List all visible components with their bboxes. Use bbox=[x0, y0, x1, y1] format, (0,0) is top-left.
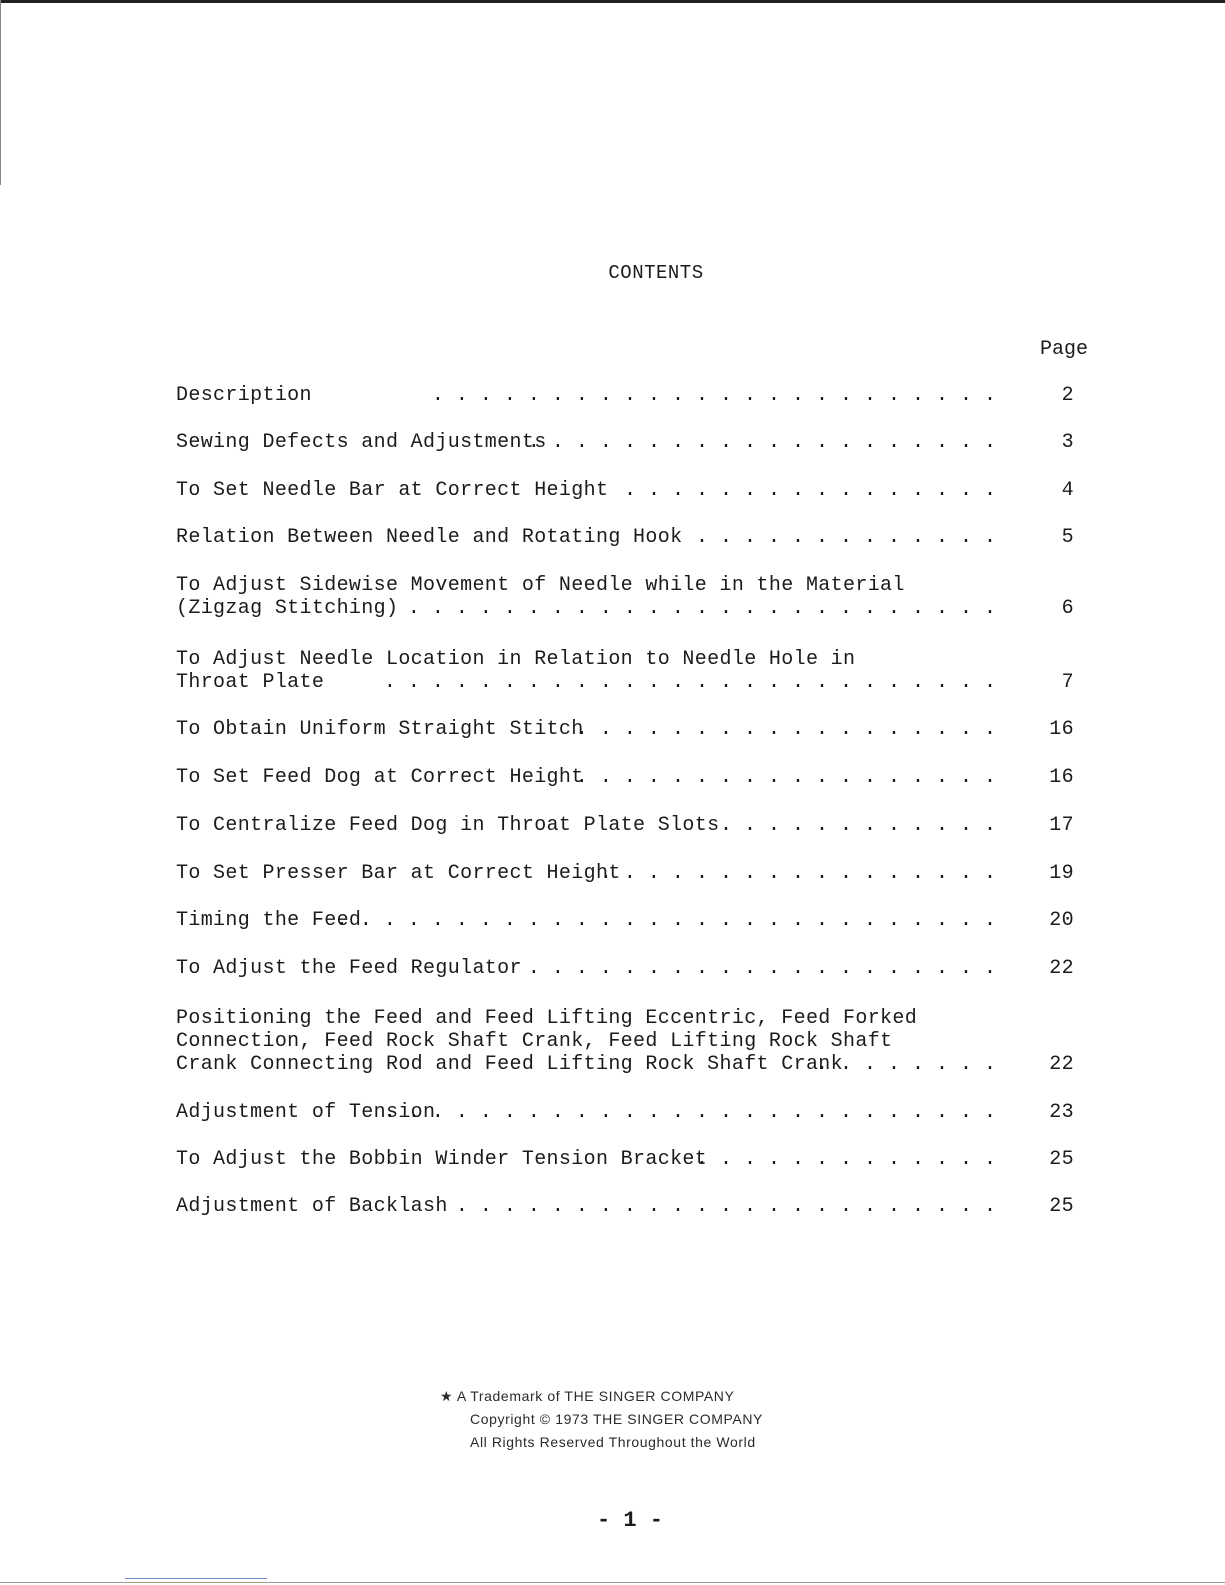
toc-leader-dots: . . . . . . . . . . . . . . . . . . . . . . . . . bbox=[407, 597, 996, 620]
toc-page-number: 25 bbox=[1049, 1148, 1074, 1171]
toc-entry-line bbox=[176, 718, 1086, 741]
toc-entry-line bbox=[176, 431, 1086, 454]
toc-page-number: 2 bbox=[1061, 384, 1074, 407]
toc-page-number: 19 bbox=[1049, 862, 1074, 885]
toc-leader-dots: . . . . . . . . . . . . . . . . . bbox=[599, 862, 996, 885]
toc-entry-title: Positioning the Feed and Feed Lifting Eccentric, Feed Forked bbox=[176, 1007, 918, 1030]
toc-page-number: 7 bbox=[1061, 671, 1074, 694]
toc-entry-title: Sewing Defects and Adjustments bbox=[176, 431, 547, 454]
toc-page-number: 17 bbox=[1049, 814, 1074, 837]
toc-entry-line bbox=[176, 1053, 1086, 1076]
toc-entry bbox=[176, 957, 1086, 980]
toc-entry bbox=[176, 526, 1086, 549]
toc-entry-line bbox=[176, 1101, 1086, 1124]
toc-entry-line bbox=[176, 1148, 1086, 1171]
toc-entry bbox=[176, 766, 1086, 789]
toc-entry-title: To Adjust the Bobbin Winder Tension Bracket bbox=[176, 1148, 708, 1171]
bottom-blue-mark bbox=[125, 1578, 267, 1579]
toc-entry-line bbox=[176, 574, 1086, 597]
toc-entry bbox=[176, 814, 1086, 837]
toc-entry-title: To Adjust Sidewise Movement of Needle while in the Material bbox=[176, 574, 905, 597]
toc-leader-dots: . . . . . . . . bbox=[815, 1053, 996, 1076]
toc-entry-title: Description bbox=[176, 384, 312, 407]
toc-entry-title: Timing the Feed bbox=[176, 909, 362, 932]
toc-entry-line bbox=[176, 479, 1086, 502]
toc-entry bbox=[176, 718, 1086, 741]
toc-leader-dots: . . . . . . . . . . . . . . . . . . . . bbox=[527, 431, 996, 454]
toc-entry bbox=[176, 479, 1086, 502]
toc-entry-line bbox=[176, 909, 1086, 932]
toc-page-number: 22 bbox=[1049, 1053, 1074, 1076]
toc-page-number: 23 bbox=[1049, 1101, 1074, 1124]
toc-entry bbox=[176, 384, 1086, 407]
toc-entry-title: To Set Feed Dog at Correct Height bbox=[176, 766, 584, 789]
toc-leader-dots: . . . . . . . . . . . . . bbox=[695, 526, 996, 549]
toc-entry-title: To Adjust Needle Location in Relation to Needle Hole in bbox=[176, 648, 856, 671]
toc-entry bbox=[176, 648, 1086, 694]
toc-entry bbox=[176, 431, 1086, 454]
copyright-line: Copyright © 1973 THE SINGER COMPANY bbox=[470, 1411, 763, 1427]
toc-entry-line bbox=[176, 1195, 1086, 1218]
toc-entry-title: Connection, Feed Rock Shaft Crank, Feed Lifting Rock Shaft bbox=[176, 1030, 893, 1053]
toc-entry bbox=[176, 574, 1086, 620]
toc-entry-line bbox=[176, 814, 1086, 837]
toc-entry-title: To Set Presser Bar at Correct Height bbox=[176, 862, 621, 885]
toc-entry-title: Adjustment of Tension bbox=[176, 1101, 436, 1124]
toc-entry-line bbox=[176, 862, 1086, 885]
toc-page-number: 20 bbox=[1049, 909, 1074, 932]
toc-page-number: 16 bbox=[1049, 718, 1074, 741]
toc-entry-title: To Obtain Uniform Straight Stitch bbox=[176, 718, 584, 741]
page-column-header: Page bbox=[1039, 338, 1088, 361]
toc-leader-dots: . . . . . . . . . . . . bbox=[719, 814, 996, 837]
toc-leader-dots: . . . . . . . . . . . . . . . . . . . . . . . bbox=[455, 1195, 996, 1218]
toc-leader-dots: . . . . . . . . . . . . . . . . . . . . . . . . bbox=[431, 384, 996, 407]
bottom-border-rule bbox=[0, 1582, 1225, 1583]
toc-leader-dots: . . . . . . . . . . . . . . . . . . . . . . . . . . bbox=[383, 671, 996, 694]
toc-leader-dots: . . . . . . . . . . . . . . . . bbox=[623, 479, 996, 502]
toc-entry-line bbox=[176, 766, 1086, 789]
top-border-rule bbox=[0, 0, 1225, 3]
toc-entry-title: Relation Between Needle and Rotating Hook bbox=[176, 526, 683, 549]
toc-leader-dots: . . . . . . . . . . . . . . . . . . bbox=[575, 766, 996, 789]
toc-page-number: 4 bbox=[1061, 479, 1074, 502]
toc-entry-line bbox=[176, 384, 1086, 407]
toc-entry-line bbox=[176, 526, 1086, 549]
toc-leader-dots: . . . . . . . . . . . . . bbox=[695, 1148, 996, 1171]
toc-entry-title: To Centralize Feed Dog in Throat Plate Slots bbox=[176, 814, 720, 837]
page-title: CONTENTS bbox=[608, 262, 704, 284]
toc-page-number: 22 bbox=[1049, 957, 1074, 980]
toc-entry-title: To Adjust the Feed Regulator bbox=[176, 957, 522, 980]
toc-leader-dots: . . . . . . . . . . . . . . . . . . . . bbox=[527, 957, 996, 980]
toc-page-number: 6 bbox=[1061, 597, 1074, 620]
toc-entry-title: To Set Needle Bar at Correct Height bbox=[176, 479, 609, 502]
trademark-line: ★ A Trademark of THE SINGER COMPANY bbox=[440, 1388, 735, 1404]
toc-entry bbox=[176, 909, 1086, 932]
copyright-footer bbox=[440, 1385, 820, 1454]
toc-entry-title: Throat Plate bbox=[176, 671, 325, 694]
page-number: - 1 - bbox=[596, 1508, 663, 1533]
toc-page-number: 25 bbox=[1049, 1195, 1074, 1218]
toc-entry-line bbox=[176, 957, 1086, 980]
toc-entry-title: (Zigzag Stitching) bbox=[176, 597, 399, 620]
toc-entry-title: Crank Connecting Rod and Feed Lifting Rock Shaft Crank bbox=[176, 1053, 844, 1076]
rights-line: All Rights Reserved Throughout the World bbox=[470, 1434, 756, 1450]
toc-entry bbox=[176, 1101, 1086, 1124]
toc-entry-line bbox=[176, 671, 1086, 694]
toc-entry bbox=[176, 1148, 1086, 1171]
toc-leader-dots: . . . . . . . . . . . . . . . . . . . . . . . . . . bbox=[383, 1101, 996, 1124]
left-border-rule bbox=[0, 0, 1, 185]
toc-entry bbox=[176, 1195, 1086, 1218]
toc-entry bbox=[176, 862, 1086, 885]
toc-entry-line bbox=[176, 597, 1086, 620]
toc-leader-dots: . . . . . . . . . . . . . . . . . . . . . . . . . . . . bbox=[335, 909, 996, 932]
toc-entry bbox=[176, 1007, 1086, 1076]
toc-leader-dots: . . . . . . . . . . . . . . . . . . bbox=[575, 718, 996, 741]
toc-entry-line bbox=[176, 1007, 1086, 1030]
toc-entry-line bbox=[176, 1030, 1086, 1053]
toc-entry-title: Adjustment of Backlash bbox=[176, 1195, 448, 1218]
toc-page-number: 3 bbox=[1061, 431, 1074, 454]
toc-page-number: 16 bbox=[1049, 766, 1074, 789]
toc-entry-line bbox=[176, 648, 1086, 671]
toc-page-number: 5 bbox=[1061, 526, 1074, 549]
